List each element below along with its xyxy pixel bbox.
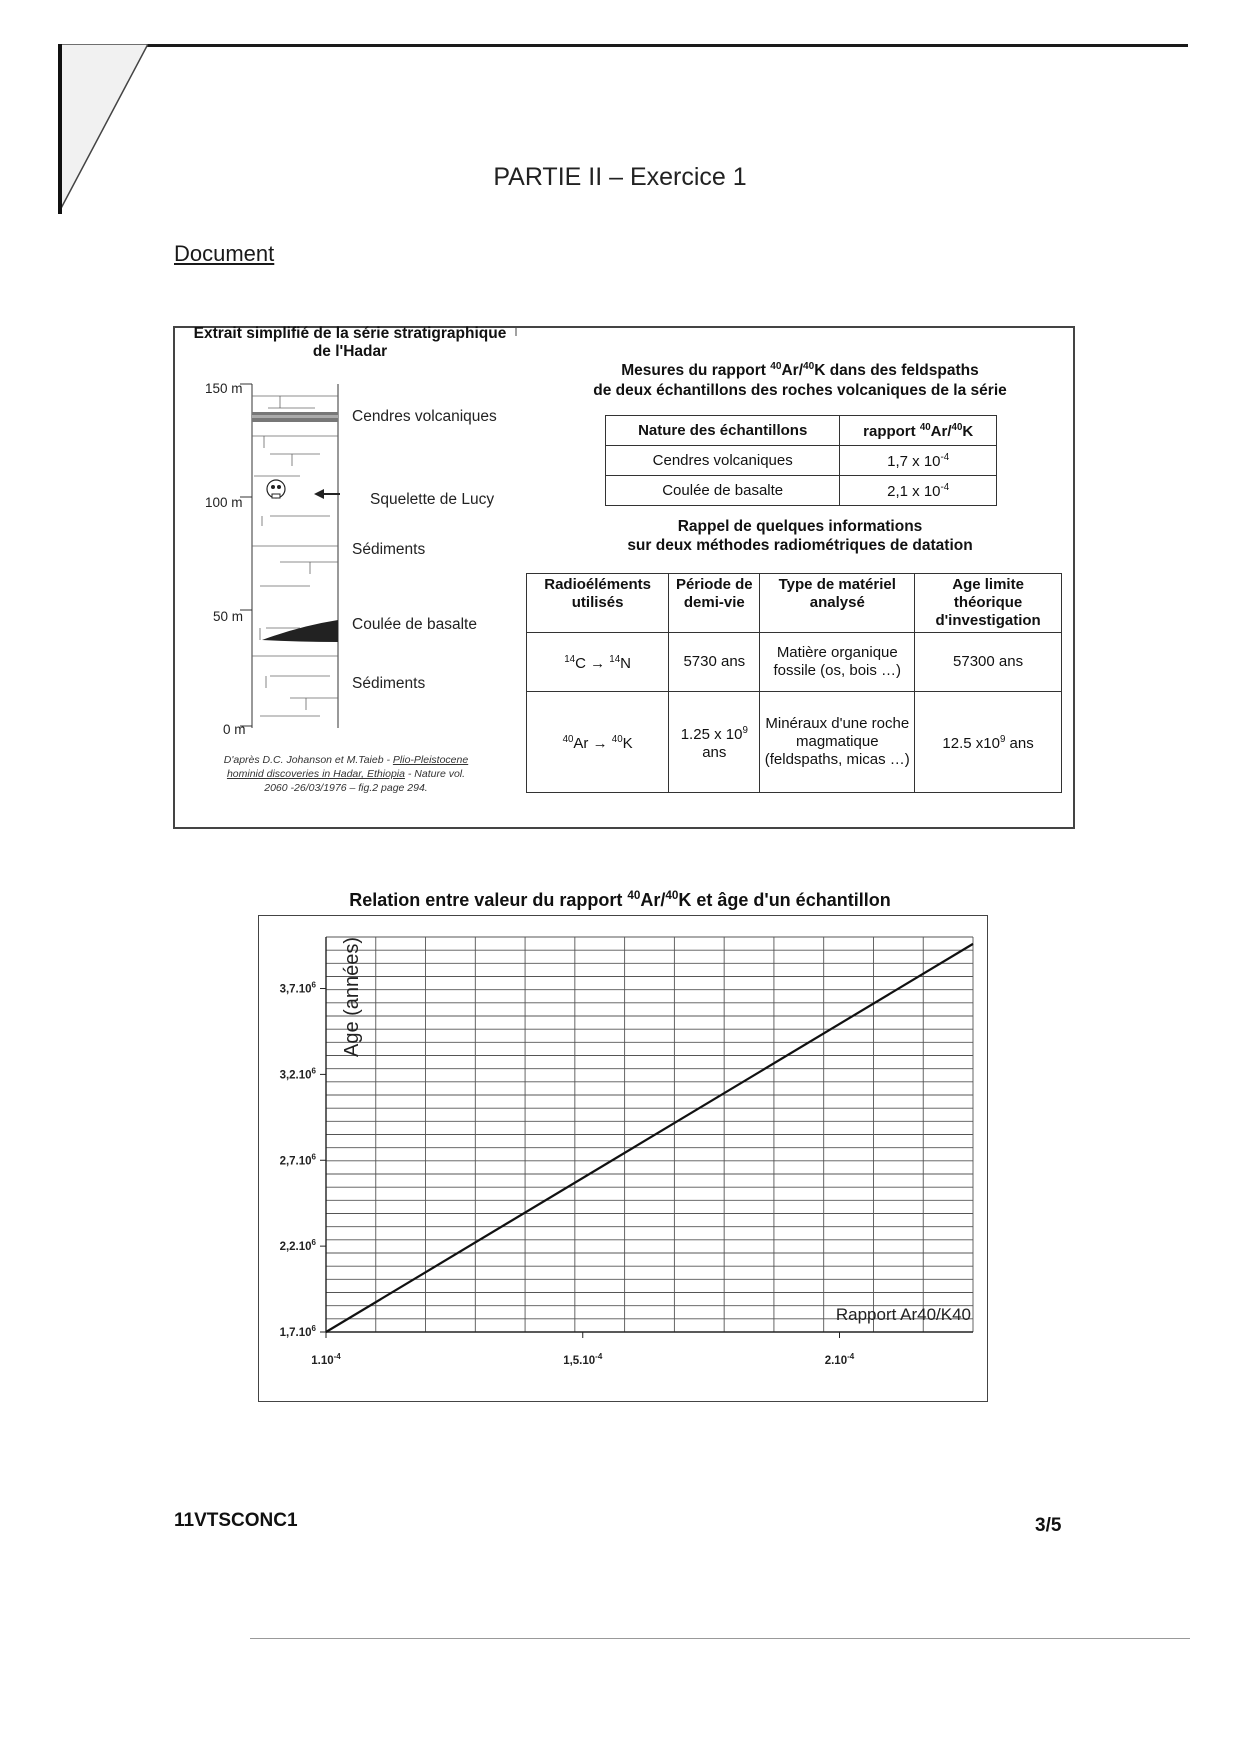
y-tick-label: 3,7.10$^6$ [279,980,316,996]
y-tick-label: 1,7.10$^6$ [279,1324,316,1339]
section-label: Document [174,241,275,266]
y-tick-label: 3,2.10$^6$ [279,1066,316,1082]
rappel-heading: Rappel de quelques informations sur deux méthodes radiométriques de datation [627,518,973,554]
col-rapport: rapport $^{40}$Ar/$^{40}$K [840,416,997,446]
y-tick-label: 2,7.10$^6$ [279,1152,316,1168]
x-tick-label: $2.10^{-4}$ [824,1352,855,1367]
strat-heading: Extrait simplifié de la série stratigraphique de l'Hadar [193,325,507,360]
footer-page: 3/5 [1035,1515,1062,1536]
label-lucy: Squelette de Lucy [370,491,495,508]
table-row: Cendres volcaniques 1,7 x $10^{-4}$ [606,446,997,476]
citation: D'après D.C. Johanson et M.Taieb - Plio-Pleistocene hominid discoveries in Hadar, Ethiopia - Nature vol. 2060 -26/03/1976 – fig.2 page 294. [223,754,469,794]
rappel-table: Radioéléments utilisés Période de demi-vie Type de matériel analysé Age limite théorique d'investigation $^{14}$C → $^{14}$N 5730 ans Matière organique fossile (os, bois …) 57300 ans $^{40}$Ar → $^{40}$K 1.25 x $10^9$ ans Minéraux d'une roche magmatique (feldspaths, micas …) 12.5 $x10^9$ ans [526,573,1062,793]
table-row: Coulée de basalte 2,1 x $10^{-4}$ [606,476,997,506]
skull-icon [267,480,285,498]
table-row: $^{40}$Ar → $^{40}$K 1.25 x $10^9$ ans Minéraux d'une roche magmatique (feldspaths, micas …) 12.5 $x10^9$ ans [527,692,1062,793]
top-scan-rule [58,44,1188,47]
chart-plot [258,915,988,1402]
bottom-scan-rule [250,1638,1190,1639]
footer-code: 11VTSCONC1 [174,1510,298,1531]
table-row: $^{14}$C → $^{14}$N 5730 ans Matière organique fossile (os, bois …) 57300 ans [527,633,1062,692]
x-tick-label: $1,5.10^{-4}$ [563,1352,603,1367]
x-axis-label: Rapport Ar40/K40 [835,1305,971,1324]
y-axis-label: Age (années) [341,936,363,1057]
label-sediments-bottom: Sédiments [352,675,426,692]
arrow-left-icon [314,489,340,499]
chart-title: Relation entre valeur du rapport $^{40}$Ar/$^{40}$K et âge d'un échantillon [349,889,891,910]
strat-column [240,376,355,736]
page-title: PARTIE II – Exercice 1 [493,163,747,191]
depth-100: 100 m [205,495,243,510]
depth-150: 150 m [205,381,243,396]
depth-50: 50 m [213,609,244,624]
label-cendres: Cendres volcaniques [352,408,497,425]
label-basalte: Coulée de basalte [352,616,477,633]
x-tick-label: $1.10^{-4}$ [311,1352,341,1367]
label-sediments-top: Sédiments [352,541,426,558]
mesures-table [605,415,997,506]
mesures-heading: Mesures du rapport $^{40}$Ar/$^{40}$K dans des feldspaths de deux échantillons des roches volcaniques de la série [593,361,1007,400]
depth-0: 0 m [223,722,246,737]
series-line [326,944,973,1332]
y-tick-label: 2,2.10$^6$ [279,1238,316,1254]
col-nature: Nature des échantillons [606,416,840,446]
